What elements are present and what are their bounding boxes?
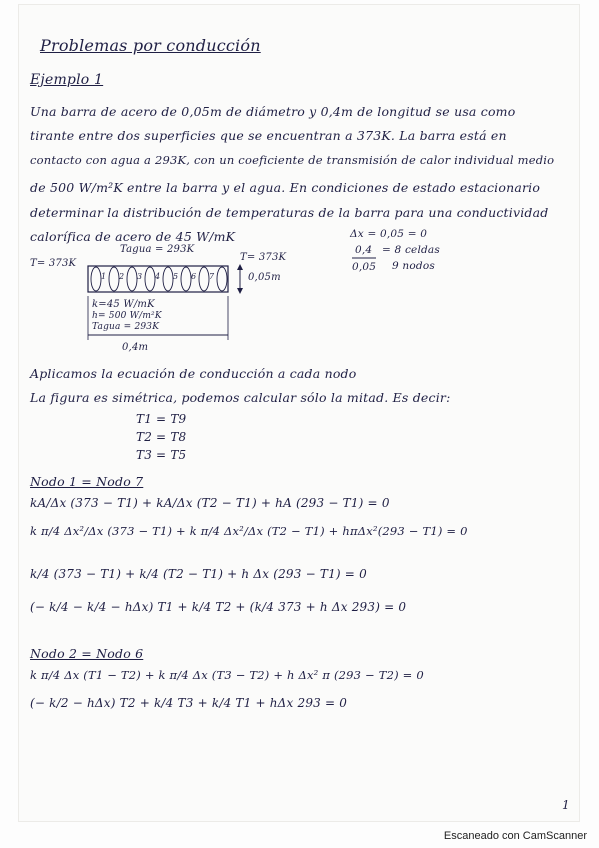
conductivity-label: k=45 W/mK bbox=[92, 299, 155, 310]
node-number: 5 bbox=[173, 272, 179, 281]
page-title: Problemas por conducción bbox=[40, 36, 261, 55]
node2-heading: Nodo 2 = Nodo 6 bbox=[30, 646, 144, 661]
node1-heading: Nodo 1 = Nodo 7 bbox=[30, 474, 144, 489]
fraction-numerator: 0,4 bbox=[355, 244, 373, 256]
node-number: 3 bbox=[137, 272, 143, 281]
node1-equation: k π/4 Δx²/Δx (373 − T1) + k π/4 Δx²/Δx (T2 − T1) + hπΔx²(293 − T1) = 0 bbox=[30, 524, 468, 538]
symmetry-line: T3 = T5 bbox=[136, 448, 187, 462]
example-heading: Ejemplo 1 bbox=[30, 72, 104, 88]
water-temp-bottom-label: Tagua = 293K bbox=[92, 322, 160, 332]
method-line: La figura es simétrica, podemos calcular sólo la mitad. Es decir: bbox=[30, 390, 451, 405]
node2-equation: k π/4 Δx (T1 − T2) + k π/4 Δx (T3 − T2) + h Δx² π (293 − T2) = 0 bbox=[30, 668, 424, 682]
node2-equation: (− k/2 − hΔx) T2 + k/4 T3 + k/4 T1 + hΔx 293 = 0 bbox=[30, 696, 348, 710]
water-temp-top-label: Tagua = 293K bbox=[120, 244, 195, 255]
node-number: 4 bbox=[155, 272, 161, 281]
node-number: 2 bbox=[119, 272, 125, 281]
problem-line: Una barra de acero de 0,05m de diámetro y 0,4m de longitud se usa como bbox=[30, 104, 516, 119]
node-number: 7 bbox=[209, 272, 215, 281]
h-coefficient-label: h= 500 W/m²K bbox=[92, 311, 162, 321]
symmetry-line: T2 = T8 bbox=[136, 430, 187, 444]
page-number: 1 bbox=[562, 798, 570, 812]
scanner-watermark: Escaneado con CamScanner bbox=[443, 830, 587, 842]
temp-left-label: T= 373K bbox=[30, 258, 77, 269]
nodes-result: 9 nodos bbox=[392, 260, 435, 272]
node-number: 1 bbox=[101, 272, 107, 281]
node1-equation: (− k/4 − k/4 − hΔx) T1 + k/4 T2 + (k/4 373 + h Δx 293) = 0 bbox=[30, 600, 407, 614]
problem-line: calorífica de acero de 45 W/mK bbox=[30, 229, 236, 244]
method-line: Aplicamos la ecuación de conducción a cada nodo bbox=[30, 366, 357, 381]
diameter-label: 0,05m bbox=[248, 272, 281, 283]
node1-equation: k/4 (373 − T1) + k/4 (T2 − T1) + h Δx (293 − T1) = 0 bbox=[30, 567, 367, 581]
node-number: 6 bbox=[191, 272, 197, 281]
problem-line: de 500 W/m²K entre la barra y el agua. En condiciones de estado estacionario bbox=[30, 180, 541, 195]
problem-line: tirante entre dos superficies que se encuentran a 373K. La barra está en bbox=[30, 128, 507, 143]
length-label: 0,4m bbox=[122, 342, 149, 353]
temp-right-label: T= 373K bbox=[240, 252, 287, 263]
delta-x-note: Δx = 0,05 = 0 bbox=[350, 228, 428, 240]
problem-line: contacto con agua a 293K, con un coeficiente de transmisión de calor individual medio bbox=[30, 153, 555, 167]
symmetry-line: T1 = T9 bbox=[136, 412, 187, 426]
fraction-denominator: 0,05 bbox=[352, 261, 377, 273]
problem-line: determinar la distribución de temperaturas de la barra para una conductividad bbox=[30, 205, 549, 220]
node1-equation: kA/Δx (373 − T1) + kA/Δx (T2 − T1) + hA (293 − T1) = 0 bbox=[30, 496, 390, 510]
cells-result: = 8 celdas bbox=[382, 244, 440, 256]
